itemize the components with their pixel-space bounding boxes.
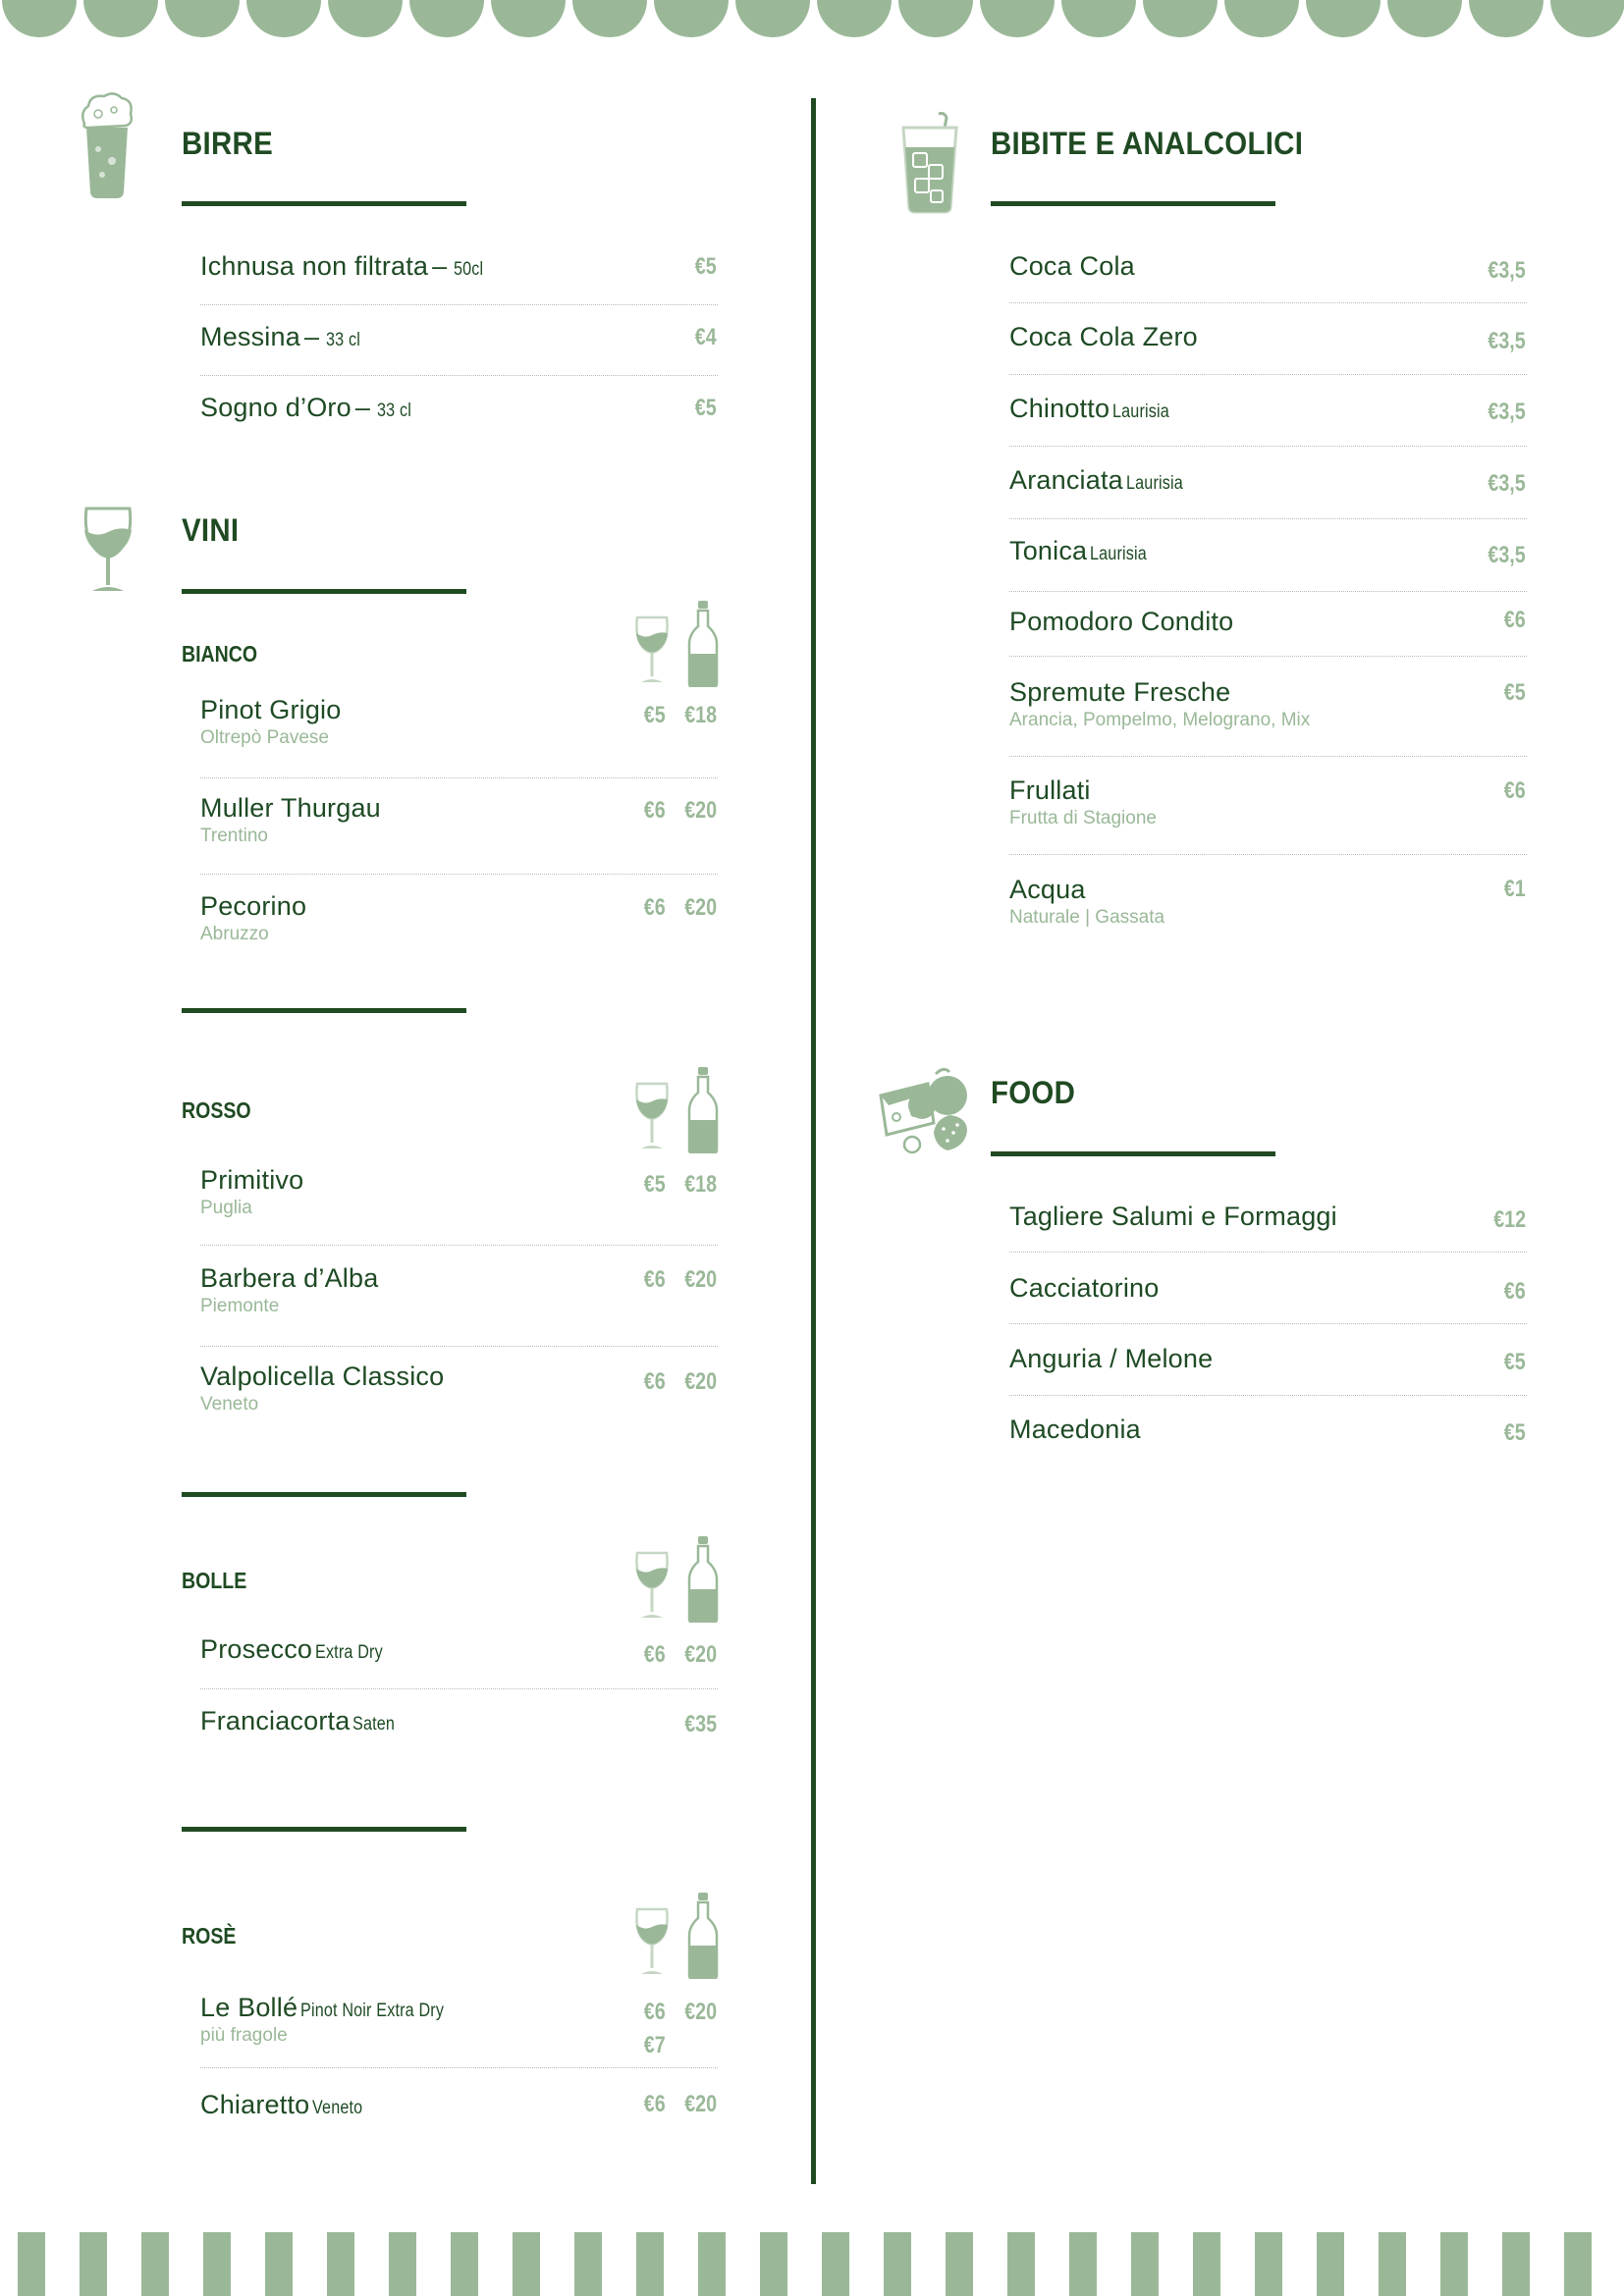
item-name: Chinotto — [1009, 394, 1110, 423]
section-rule — [991, 1151, 1275, 1156]
menu-item — [200, 695, 341, 749]
wine-bottle-icon — [687, 1893, 719, 1979]
menu-item — [1009, 875, 1164, 929]
glass-price: €5 — [644, 1171, 666, 1198]
item-name: Tagliere Salumi e Formaggi — [1009, 1201, 1337, 1231]
dotted-separator — [200, 375, 718, 376]
item-price: €1 — [1504, 876, 1526, 902]
glass-price: €6 — [644, 797, 666, 824]
menu-item — [200, 1362, 444, 1415]
dotted-separator — [1009, 1395, 1527, 1396]
dotted-separator — [200, 874, 718, 875]
menu-item — [200, 322, 366, 352]
category-rule — [182, 1492, 466, 1497]
menu-item — [1009, 1415, 1141, 1445]
bottle-price: €20 — [684, 2091, 717, 2117]
item-detail: Laurisia — [1125, 473, 1183, 494]
menu-item — [200, 2090, 372, 2120]
item-dash: – — [303, 322, 320, 351]
bottle-price: €20 — [684, 797, 717, 824]
menu-item — [1009, 607, 1233, 637]
item-price: €6 — [1504, 777, 1526, 804]
item-name: Acqua — [1009, 875, 1086, 904]
item-name: Coca Cola Zero — [1009, 322, 1198, 351]
item-name: Frullati — [1009, 775, 1091, 805]
dotted-separator — [1009, 446, 1527, 447]
menu-item — [1009, 677, 1310, 731]
dotted-separator — [200, 777, 718, 778]
wine-bottle-icon — [687, 1536, 719, 1623]
category-rule — [182, 1827, 466, 1832]
item-name: Pomodoro Condito — [1009, 607, 1234, 636]
bottle-price: €20 — [684, 1641, 717, 1668]
menu-item — [200, 891, 306, 945]
dotted-separator — [1009, 854, 1527, 855]
glass-price: €6 — [644, 1368, 666, 1395]
cheese-fruit-icon — [877, 1062, 975, 1156]
item-sub: più fragole — [200, 2025, 288, 2046]
item-origin: Puglia — [200, 1198, 252, 1218]
item-origin: Oltrepò Pavese — [200, 727, 329, 748]
bottle-price: €20 — [684, 1266, 717, 1293]
item-name: Sogno d’Oro — [200, 393, 352, 422]
item-origin: Piemonte — [200, 1296, 280, 1316]
item-name: Valpolicella Classico — [200, 1362, 445, 1391]
item-dash: – — [354, 393, 371, 422]
item-price: €5 — [1504, 679, 1526, 706]
item-name: Spremute Fresche — [1009, 677, 1231, 707]
menu-item — [1009, 465, 1193, 496]
item-detail: Laurisia — [1112, 401, 1170, 422]
column-divider — [811, 98, 816, 2184]
item-name: Primitivo — [200, 1165, 304, 1195]
item-origin: Trentino — [200, 826, 268, 846]
item-price: €3,5 — [1488, 257, 1526, 284]
item-name: Pecorino — [200, 891, 307, 921]
dotted-separator — [1009, 591, 1527, 592]
bottle-price: €20 — [684, 894, 717, 921]
item-name: Franciacorta — [200, 1706, 351, 1735]
item-detail: 50cl — [454, 259, 484, 280]
item-dash: – — [432, 251, 448, 281]
category-title-bolle: BOLLE — [182, 1568, 247, 1593]
bottle-price: €20 — [684, 1999, 717, 2025]
menu-item — [1009, 775, 1157, 829]
item-name: Barbera d’Alba — [200, 1263, 379, 1293]
section-title-bibite: BIBITE E ANALCOLICI — [991, 126, 1304, 161]
category-title-rose: ROSÈ — [182, 1923, 237, 1949]
item-name: Messina — [200, 322, 300, 351]
item-name: Tonica — [1009, 536, 1088, 565]
menu-item — [1009, 1344, 1213, 1374]
wine-bottle-icon — [687, 1067, 719, 1153]
wine-glass-icon — [81, 503, 135, 596]
soft-drink-icon — [899, 112, 960, 214]
item-name: Coca Cola — [1009, 251, 1135, 281]
bottle-price: €18 — [684, 1171, 717, 1198]
menu-item — [200, 1634, 395, 1665]
item-price: €6 — [1504, 1278, 1526, 1305]
menu-item — [200, 1165, 303, 1219]
item-name: Prosecco — [200, 1634, 313, 1664]
item-name: Chiaretto — [200, 2090, 310, 2119]
item-name: Cacciatorino — [1009, 1273, 1160, 1303]
dotted-separator — [200, 1688, 718, 1689]
glass-price: €6 — [644, 894, 666, 921]
item-price: €3,5 — [1488, 399, 1526, 425]
dotted-separator — [1009, 302, 1527, 303]
section-rule — [182, 589, 466, 594]
menu-item — [200, 793, 381, 847]
wine-glass-icon — [633, 1905, 671, 1976]
top-scallop-border — [0, 0, 1624, 39]
item-price: €4 — [695, 324, 717, 350]
menu-item — [200, 251, 489, 282]
menu-item — [1009, 1201, 1337, 1232]
menu-item — [1009, 251, 1135, 282]
item-price: €6 — [1504, 607, 1526, 633]
item-price: €12 — [1493, 1206, 1526, 1233]
item-origin: Veneto — [200, 1394, 259, 1415]
category-title-rosso: ROSSO — [182, 1097, 251, 1123]
item-price: €3,5 — [1488, 328, 1526, 354]
dotted-separator — [200, 2067, 718, 2068]
dotted-separator — [200, 1245, 718, 1246]
dotted-separator — [1009, 1323, 1527, 1324]
item-detail: Veneto — [312, 2098, 363, 2118]
item-detail: Extra Dry — [315, 1642, 383, 1663]
wine-glass-icon — [633, 1080, 671, 1150]
bottle-price: €35 — [684, 1711, 717, 1737]
item-sub: Arancia, Pompelmo, Melograno, Mix — [1009, 710, 1311, 730]
dotted-separator — [1009, 656, 1527, 657]
item-name: Macedonia — [1009, 1415, 1141, 1444]
item-detail: 33 cl — [326, 330, 361, 350]
item-price: €3,5 — [1488, 542, 1526, 568]
item-detail: Laurisia — [1090, 544, 1148, 564]
dotted-separator — [1009, 756, 1527, 757]
item-name: Pinot Grigio — [200, 695, 342, 724]
dotted-separator — [1009, 374, 1527, 375]
bottom-stripe-border — [0, 2232, 1624, 2296]
wine-glass-icon — [633, 1549, 671, 1620]
item-detail: Saten — [352, 1714, 396, 1735]
wine-glass-icon — [633, 614, 671, 684]
section-rule — [182, 201, 466, 206]
item-price: €3,5 — [1488, 470, 1526, 497]
category-rule — [182, 1008, 466, 1013]
item-sub: Frutta di Stagione — [1009, 808, 1157, 828]
glass-price: €6 — [644, 2091, 666, 2117]
glass-price: €5 — [644, 702, 666, 728]
extra-price: €7 — [644, 2032, 666, 2058]
menu-item — [200, 1263, 378, 1317]
category-title-bianco: BIANCO — [182, 641, 258, 667]
menu-item — [1009, 536, 1157, 566]
dotted-separator — [1009, 518, 1527, 519]
dotted-separator — [1009, 1252, 1527, 1253]
item-detail: 33 cl — [377, 400, 412, 421]
item-name: Anguria / Melone — [1009, 1344, 1214, 1373]
bottle-price: €18 — [684, 702, 717, 728]
section-rule — [991, 201, 1275, 206]
menu-item — [1009, 394, 1179, 424]
section-title-birre: BIRRE — [182, 126, 273, 161]
glass-price: €6 — [644, 1641, 666, 1668]
item-detail: Pinot Noir Extra Dry — [300, 2001, 445, 2021]
item-sub: Naturale | Gassata — [1009, 907, 1165, 928]
item-name: Ichnusa non filtrata — [200, 251, 429, 281]
item-price: €5 — [695, 253, 717, 280]
menu-item — [200, 1706, 403, 1736]
bottle-price: €20 — [684, 1368, 717, 1395]
wine-bottle-icon — [687, 601, 719, 687]
section-title-vini: VINI — [182, 512, 240, 548]
item-price: €5 — [1504, 1419, 1526, 1446]
item-price: €5 — [695, 395, 717, 421]
dotted-separator — [200, 1346, 718, 1347]
menu-item — [200, 1993, 469, 2047]
menu-item — [200, 393, 417, 423]
item-name: Aranciata — [1009, 465, 1123, 495]
dotted-separator — [200, 304, 718, 305]
item-origin: Abruzzo — [200, 924, 269, 944]
glass-price: €6 — [644, 1266, 666, 1293]
section-title-food: FOOD — [991, 1075, 1076, 1110]
menu-item — [1009, 322, 1198, 352]
item-price: €5 — [1504, 1349, 1526, 1375]
menu-item — [1009, 1273, 1159, 1304]
beer-icon — [77, 90, 137, 200]
item-name: Le Bollé — [200, 1993, 298, 2022]
glass-price: €6 — [644, 1999, 666, 2025]
item-name: Muller Thurgau — [200, 793, 381, 823]
